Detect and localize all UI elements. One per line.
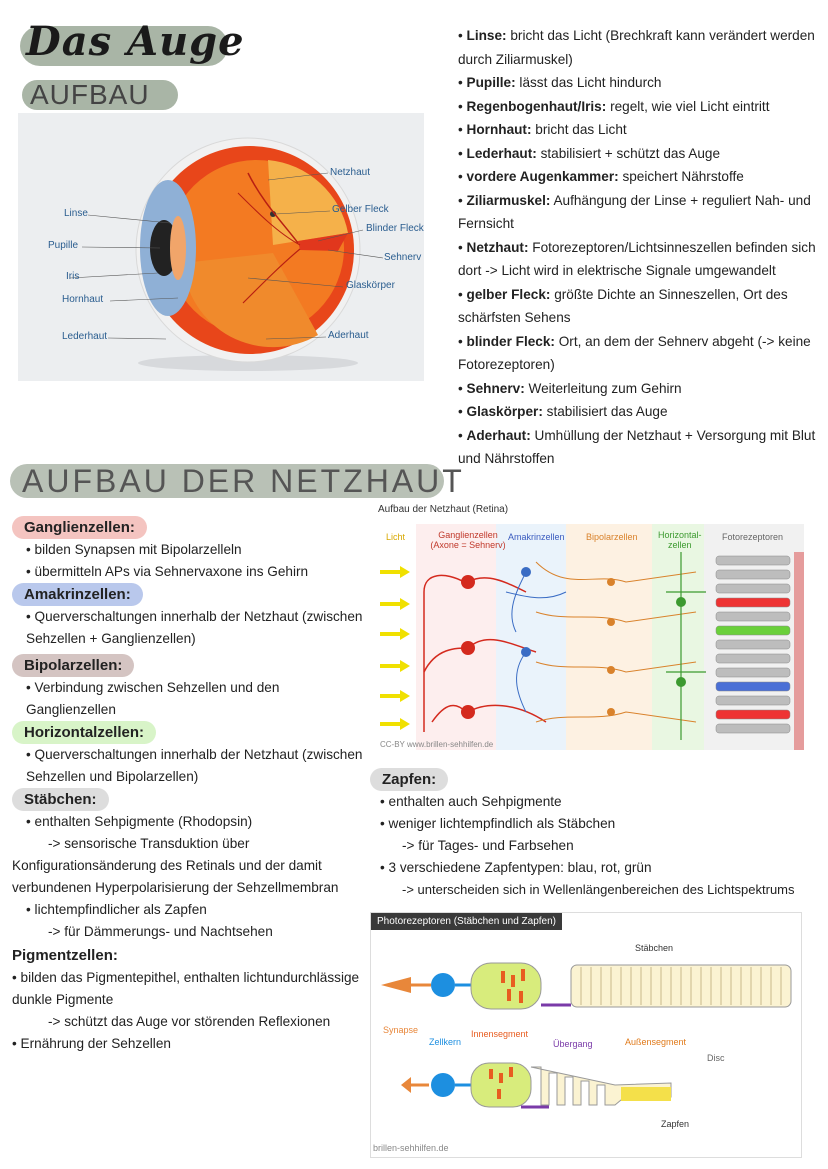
ganglien-line-1: • bilden Synapsen mit Bipolarzelleln [12,539,364,561]
photo-diagram-credit: brillen-sehhilfen.de [373,1143,449,1153]
pigment-heading: Pigmentzellen: [12,947,118,964]
amakrin-line-1: • Querverschaltungen innerhalb der Netzhaut (zwischen Sehzellen + Ganglienzellen) [12,606,364,650]
staebchen-b2a: -> für Dämmerungs- und Nachtsehen [48,924,273,939]
cell-types-column [12,516,364,1055]
def-augenkammer: • vordere Augenkammer: speichert Nährstoffe [458,165,818,189]
eye-label-iris: Iris [66,271,80,282]
photo-label-innensegment: Innensegment [471,1029,529,1039]
ganglien-heading: Ganglienzellen: [12,516,147,539]
pigment-b1: • bilden das Pigmentepithel, enthalten lichtundurchlässige dunkle Pigmente [12,967,364,1011]
photo-diagram-title: Photorezeptoren (Stäbchen und Zapfen) [371,913,562,930]
col-horizontal: Horizontal- zellen [658,530,702,550]
zapfen-heading: Zapfen: [370,768,448,791]
pigment-b1a: -> schützt das Auge vor störenden Reflexionen [48,1014,331,1029]
retina-neuron-drawing [376,552,804,742]
staebchen-b2: • lichtempfindlicher als Zapfen [12,899,364,921]
zapfen-b3a: -> unterscheiden sich in Wellenlängenbereichen des Lichtspektrums [402,882,795,897]
photo-label-zapfen: Zapfen [661,1119,690,1129]
eye-label-sehnerv: Sehnerv [384,252,422,263]
retina-diagram-title: Aufbau der Netzhaut (Retina) [378,504,509,515]
eye-label-pupille: Pupille [48,240,79,251]
def-iris: • Regenbogenhaut/Iris: regelt, wie viel Licht eintritt [458,95,818,119]
def-pupille: • Pupille: lässt das Licht hindurch [458,71,818,95]
eye-label-linse: Linse [64,208,88,219]
zapfen-b2: • weniger lichtempfindlich als Stäbchen [370,813,810,835]
bipolar-line-1: • Verbindung zwischen Sehzellen und den Ganglienzellen [12,677,364,721]
eye-diagram [18,113,424,381]
def-sehnerv: • Sehnerv: Weiterleitung zum Gehirn [458,377,818,401]
def-linse: • Linse: bricht das Licht (Brechkraft kann verändert werden durch Ziliarmuskel) [458,24,818,71]
ganglien-line-2: • übermitteln APs via Sehnervaxone ins Gehirn [12,561,364,583]
zapfen-b1: • enthalten auch Sehpigmente [370,791,810,813]
retina-diagram-credit: CC-BY www.brillen-sehhilfen.de [380,740,494,749]
retina-diagram [376,500,804,752]
zapfen-b3: • 3 verschiedene Zapfentypen: blau, rot, grün [370,857,810,879]
eye-label-blinder-fleck: Blinder Fleck [366,223,424,234]
def-ziliarmuskel: • Ziliarmuskel: Aufhängung der Linse + reguliert Nah- und Fernsicht [458,189,818,236]
eye-label-gelber-fleck: Gelber Fleck [332,204,389,215]
eye-label-glaskoerper: Glaskörper [346,280,395,291]
photoreceptor-diagram [370,912,802,1158]
col-licht: Licht [386,532,406,542]
staebchen-b1a: -> sensorische Transduktion über [48,836,250,851]
def-hornhaut: • Hornhaut: bricht das Licht [458,118,818,142]
photo-label-zellkern: Zellkern [429,1037,462,1047]
photo-label-staebchen: Stäbchen [635,943,674,953]
col-fotorezeptoren: Fotorezeptoren [722,532,784,542]
photo-label-uebergang: Übergang [553,1039,593,1049]
zapfen-b2a: -> für Tages- und Farbsehen [402,838,574,853]
col-bipolar: Bipolarzellen [586,532,638,542]
staebchen-b1b: Konfigurationsänderung des Retinals und der damit verbundenen Hyperpolarisierung der Sehzellmembran [12,858,339,895]
staebchen-heading: Stäbchen: [12,788,109,811]
bipolar-heading: Bipolarzellen: [12,654,134,677]
zapfen-column [370,768,810,901]
col-ganglien: Ganglienzellen (Axone = Sehnerv) [430,530,506,550]
horizontal-line-1: • Querverschaltungen innerhalb der Netzhaut (zwischen Sehzellen und Bipolarzellen) [12,744,364,788]
photo-label-synapse: Synapse [383,1025,419,1035]
page-title: Das Auge [26,18,245,65]
photo-label-disc: Disc [707,1053,725,1063]
def-netzhaut: • Netzhaut: Fotorezeptoren/Lichtsinneszellen befinden sich dort -> Licht wird in elektrische Signale umgewandelt [458,236,818,283]
eye-label-aderhaut: Aderhaut [328,330,369,341]
amakrin-heading: Amakrinzellen: [12,583,143,606]
photo-label-aussensegment: Außensegment [625,1037,687,1047]
horizontal-heading: Horizontalzellen: [12,721,156,744]
col-amakrin: Amakrinzellen [508,532,565,542]
definitions-list [458,24,818,471]
eye-label-netzhaut: Netzhaut [330,167,371,178]
def-blinder-fleck: • blinder Fleck: Ort, an dem der Sehnerv abgeht (-> keine Fotorezeptoren) [458,330,818,377]
pigment-b2: • Ernährung der Sehzellen [12,1033,364,1055]
def-glaskoerper: • Glaskörper: stabilisiert das Auge [458,400,818,424]
def-lederhaut: • Lederhaut: stabilisiert + schützt das Auge [458,142,818,166]
retina-section-title: AUFBAU DER NETZHAUT [22,463,465,499]
page-subtitle: AUFBAU [30,79,150,110]
def-aderhaut: • Aderhaut: Umhüllung der Netzhaut + Versorgung mit Blut und Nährstoffen [458,424,818,471]
eye-label-lederhaut: Lederhaut [62,331,108,342]
staebchen-b1: • enthalten Sehpigmente (Rhodopsin) [12,811,364,833]
eye-label-hornhaut: Hornhaut [62,294,104,305]
def-gelber-fleck: • gelber Fleck: größte Dichte an Sinneszellen, Ort des schärfsten Sehens [458,283,818,330]
